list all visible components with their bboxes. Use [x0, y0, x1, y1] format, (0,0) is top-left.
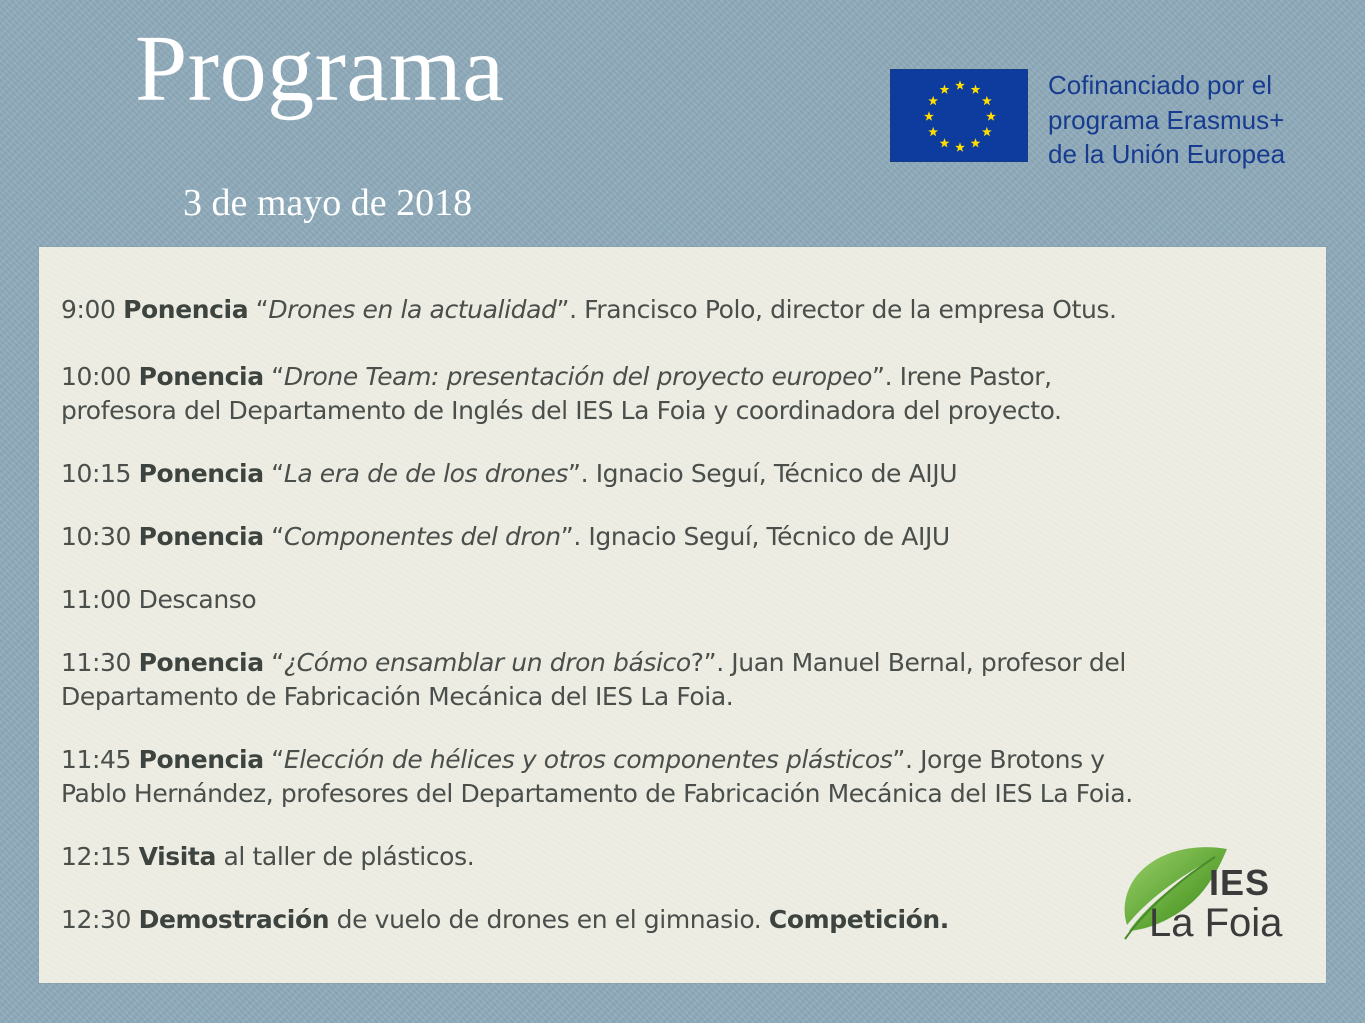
eu-cofunding-logo [890, 69, 1286, 169]
item-type: Ponencia [138, 522, 264, 551]
eu-star [955, 80, 965, 89]
item-time: 10:15 [61, 459, 132, 488]
item-speaker: . Irene Pastor, [884, 362, 1052, 391]
program-item-1130: 11:30 Ponencia “¿Cómo ensamblar un dron básico?”. Juan Manuel Bernal, profesor del Departamento de Fabricación Mecánica del IES La Foia. [61, 648, 1126, 711]
item-time: 11:00 [61, 585, 132, 614]
eu-text-line: programa Erasmus+ [1048, 104, 1285, 135]
item-type: Visita [138, 842, 216, 871]
eu-star [982, 127, 992, 136]
item-speaker-continued: profesora del Departamento de Inglés del IES La Foia y coordinadora del proyecto. [61, 396, 1062, 425]
program-item-1030: 10:30 Ponencia “Componentes del dron”. Ignacio Seguí, Técnico de AIJU [61, 522, 950, 551]
program-item-1015: 10:15 Ponencia “La era de de los drones”. Ignacio Seguí, Técnico de AIJU [61, 459, 958, 488]
item-time: 10:00 [61, 362, 132, 391]
item-speaker: ?”. Juan Manuel Bernal, profesor del [690, 648, 1126, 677]
item-type: Ponencia [138, 648, 264, 677]
school-logo-label: IES [1209, 862, 1271, 903]
eu-star [986, 111, 996, 120]
eu-text-line: Cofinanciado por el [1048, 70, 1273, 100]
eu-star [928, 127, 938, 136]
item-type: Ponencia [123, 295, 249, 324]
eu-flag-icon [890, 69, 1028, 162]
event-date: 3 de mayo de 2018 [183, 182, 473, 224]
item-type: Ponencia [138, 745, 264, 774]
item-title: Elección de hélices y otros componentes plásticos [283, 745, 893, 774]
item-title: ¿Cómo ensamblar un dron básico [283, 648, 691, 677]
school-logo-name: La Foia [1149, 901, 1283, 945]
program-item-0900: 9:00 Ponencia “Drones en la actualidad”. Francisco Polo, director de la empresa Otus. [61, 295, 1117, 324]
item-title: Componentes del dron [283, 522, 561, 551]
eu-star [971, 84, 981, 93]
item-type: Demostración [138, 905, 330, 934]
item-time: 9:00 [61, 295, 116, 324]
item-speaker: . Jorge Brotons y [904, 745, 1105, 774]
eu-cofunding-text [1048, 68, 1285, 172]
program-item-1145: 11:45 Ponencia “Elección de hélices y otros componentes plásticos”. Jorge Brotons y Pablo Hernández, profesores del Departamento de Fabricación Mecánica del IES La Foia. [61, 745, 1133, 808]
item-title: La era de de los drones [283, 459, 569, 488]
item-type: Ponencia [138, 362, 264, 391]
item-time: 10:30 [61, 522, 132, 551]
item-speaker: . Ignacio Seguí, Técnico de AIJU [580, 459, 958, 488]
item-speaker: . Francisco Polo, director de la empresa Otus. [569, 295, 1117, 324]
item-type: Ponencia [138, 459, 264, 488]
page-title: Programa [135, 17, 505, 121]
item-speaker: . Ignacio Seguí, Técnico de AIJU [573, 522, 950, 551]
item-title: Drones en la actualidad [268, 295, 557, 324]
eu-star [971, 138, 981, 147]
item-highlight: Competición. [768, 905, 949, 934]
eu-star [940, 84, 950, 93]
item-text: al taller de plásticos. [223, 842, 475, 871]
eu-star [940, 138, 950, 147]
program-item-1000: 10:00 Ponencia “Drone Team: presentación del proyecto europeo”. Irene Pastor, profesora del Departamento de Inglés del IES La Foia y coordinadora del proyecto. [61, 362, 1062, 425]
item-time: 11:45 [61, 745, 132, 774]
item-time: 12:30 [61, 905, 132, 934]
eu-text-line: de la Unión Europea [1048, 139, 1286, 169]
item-time: 12:15 [61, 842, 132, 871]
item-title: Drone Team: presentación del proyecto europeo [283, 362, 872, 391]
item-speaker-continued: Departamento de Fabricación Mecánica del IES La Foia. [61, 682, 734, 711]
item-time: 11:30 [61, 648, 132, 677]
eu-star [982, 96, 992, 105]
program-item-1100 [61, 583, 1321, 617]
item-text: Descanso [138, 585, 257, 614]
school-logo [1115, 843, 1305, 948]
eu-star [924, 111, 934, 120]
item-text: de vuelo de drones en el gimnasio. [336, 905, 762, 934]
eu-star [955, 142, 965, 151]
eu-star [928, 96, 938, 105]
item-speaker-continued: Pablo Hernández, profesores del Departamento de Fabricación Mecánica del IES La Foia. [61, 779, 1133, 808]
